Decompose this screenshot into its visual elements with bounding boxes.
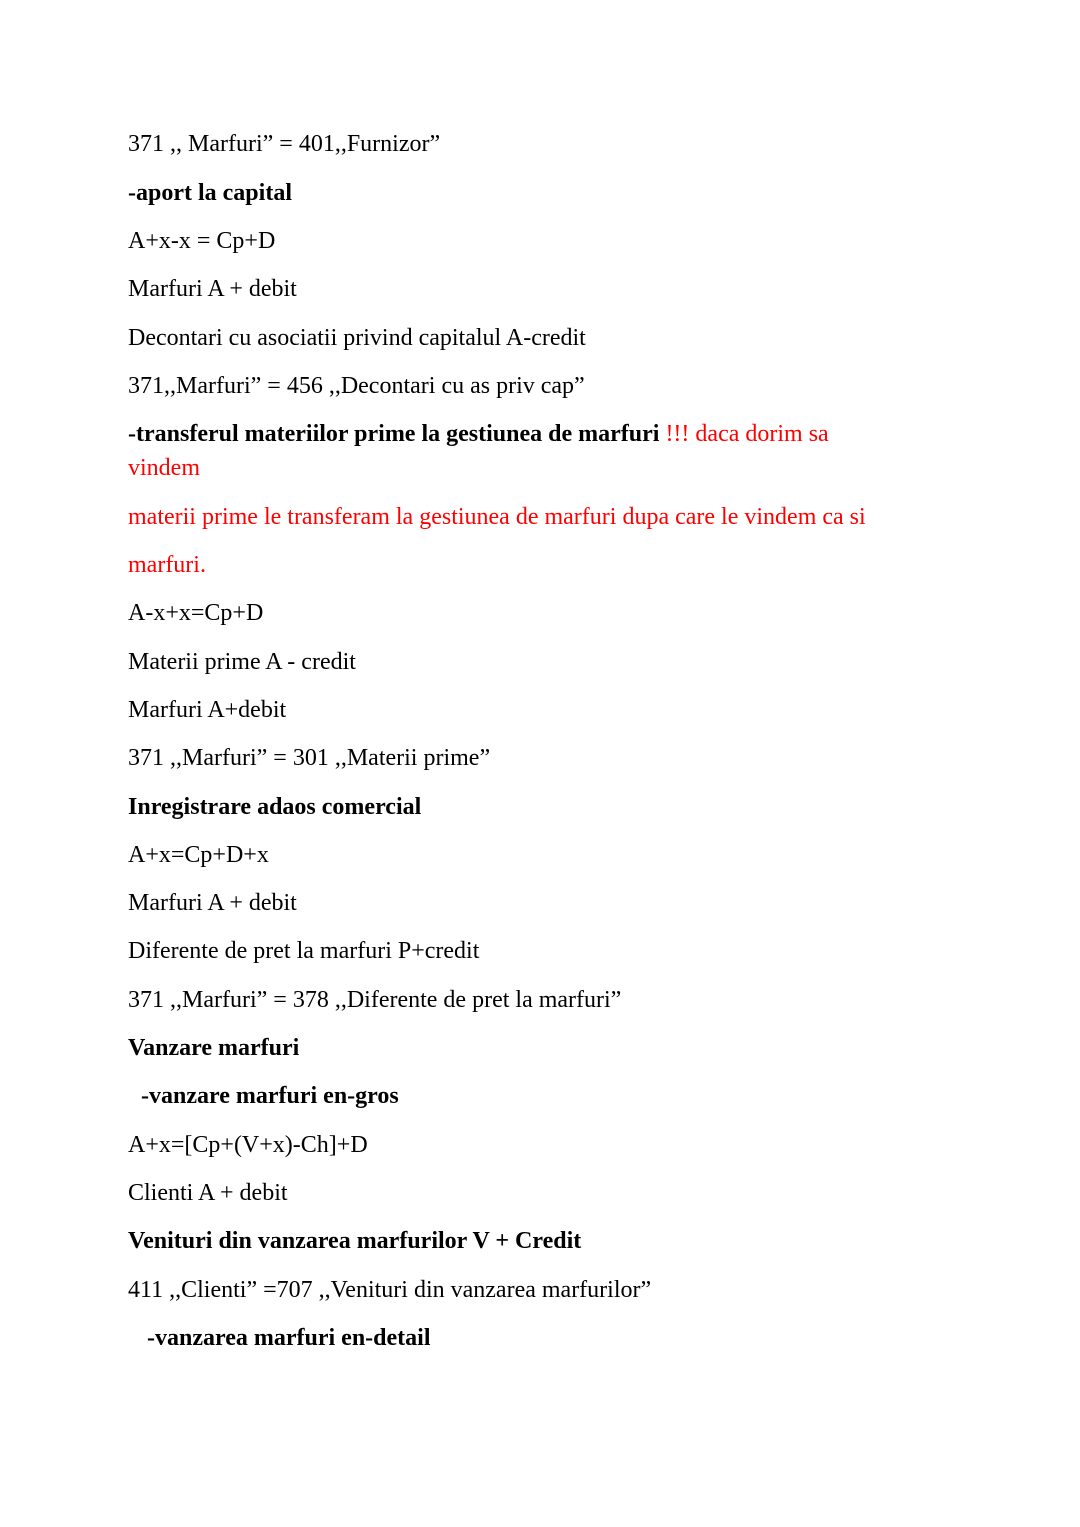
section-heading: -aport la capital — [128, 180, 292, 206]
equation-line: A+x=[Cp+(V+x)-Ch]+D — [128, 1132, 368, 1158]
section-heading: Venituri din vanzarea marfurilor V + Credit — [128, 1228, 582, 1254]
equation-line: A+x-x = Cp+D — [128, 228, 276, 254]
text-line: 371 ,,Marfuri” = 301 ,,Materii prime” — [128, 745, 491, 771]
text-line: 371,,Marfuri” = 456 ,,Decontari cu as priv cap” — [128, 373, 585, 399]
note-text: vindem — [128, 455, 200, 481]
text-line: Diferente de pret la marfuri P+credit — [128, 938, 480, 964]
text-line: Decontari cu asociatii privind capitalul A-credit — [128, 325, 586, 351]
text-line: Materii prime A - credit — [128, 649, 356, 675]
note-text: !!! daca dorim sa — [659, 421, 829, 447]
equation-line: A+x=Cp+D+x — [128, 842, 269, 868]
text-line: Marfuri A + debit — [128, 276, 297, 302]
section-heading-with-note — [128, 417, 928, 451]
text-line: 411 ,,Clienti” =707 ,,Venituri din vanzarea marfurilor” — [128, 1277, 652, 1303]
section-heading: Inregistrare adaos comercial — [128, 794, 422, 820]
text-line: 371 ,,Marfuri” = 378 ,,Diferente de pret la marfuri” — [128, 987, 622, 1013]
section-heading: -transferul materiilor prime la gestiunea de marfuri — [128, 421, 660, 447]
text-line: Marfuri A + debit — [128, 890, 297, 916]
subsection-heading: -vanzarea marfuri en-detail — [147, 1325, 431, 1351]
subsection-heading: -vanzare marfuri en-gros — [141, 1083, 399, 1109]
note-text: materii prime le transferam la gestiunea de marfuri dupa care le vindem ca si — [128, 504, 866, 530]
text-line: Marfuri A+debit — [128, 697, 287, 723]
note-text: marfuri. — [128, 552, 206, 578]
text-line: Clienti A + debit — [128, 1180, 288, 1206]
equation-line: A-x+x=Cp+D — [128, 600, 264, 626]
section-heading: Vanzare marfuri — [128, 1035, 300, 1061]
text-line: 371 ,, Marfuri” = 401,,Furnizor” — [128, 131, 441, 157]
